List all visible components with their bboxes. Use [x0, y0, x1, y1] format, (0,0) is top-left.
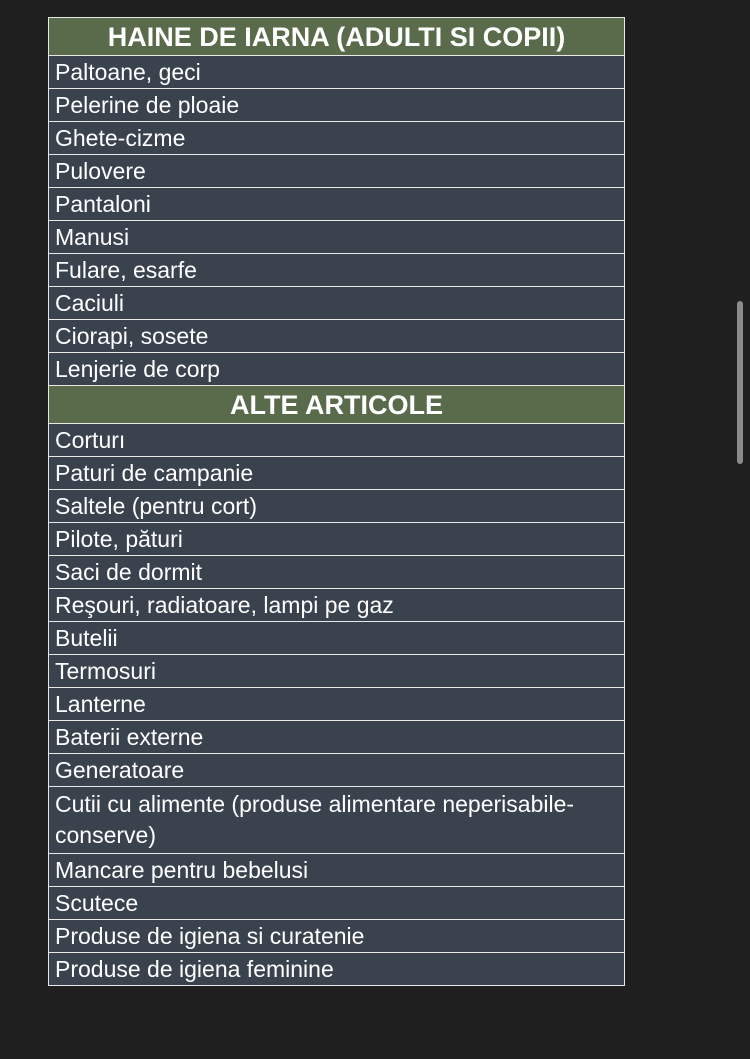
list-item: Paturi de campanie — [49, 457, 625, 490]
list-item: Produse de igiena si curatenie — [49, 920, 625, 953]
table-row — [49, 953, 625, 986]
table-row — [49, 787, 625, 854]
vertical-scrollbar[interactable] — [737, 301, 743, 464]
table-row — [49, 254, 625, 287]
list-item: Ghete-cizme — [49, 122, 625, 155]
donation-items-table — [48, 17, 625, 986]
table-row — [49, 688, 625, 721]
table-row — [49, 353, 625, 386]
table-row — [49, 320, 625, 353]
table-row — [49, 754, 625, 787]
table-row — [49, 556, 625, 589]
list-item: Cutii cu alimente (produse alimentare neperisabile-conserve) — [49, 787, 625, 854]
list-item: Pilote, pături — [49, 523, 625, 556]
list-item: Manusi — [49, 221, 625, 254]
list-item: Pantaloni — [49, 188, 625, 221]
table-row — [49, 887, 625, 920]
list-item: Paltoane, geci — [49, 56, 625, 89]
table-row — [49, 56, 625, 89]
list-item: Lanterne — [49, 688, 625, 721]
list-item: Pelerine de ploaie — [49, 89, 625, 122]
list-item: Generatoare — [49, 754, 625, 787]
list-item: Fulare, esarfe — [49, 254, 625, 287]
list-item: Lenjerie de corp — [49, 353, 625, 386]
section-header-row — [49, 18, 625, 56]
section-title: ALTE ARTICOLE — [49, 386, 625, 424]
table-row — [49, 221, 625, 254]
section-title: HAINE DE IARNA (ADULTI SI COPII) — [49, 18, 625, 56]
table-row — [49, 622, 625, 655]
table-row — [49, 523, 625, 556]
table-row — [49, 287, 625, 320]
table-row — [49, 188, 625, 221]
list-item: Mancare pentru bebelusi — [49, 854, 625, 887]
list-item: Reşouri, radiatoare, lampi pe gaz — [49, 589, 625, 622]
section-header-row — [49, 386, 625, 424]
table-row — [49, 122, 625, 155]
list-item: Ciorapi, sosete — [49, 320, 625, 353]
table-row — [49, 490, 625, 523]
table-row — [49, 721, 625, 754]
list-item: Baterii externe — [49, 721, 625, 754]
table-row — [49, 424, 625, 457]
list-item: Produse de igiena feminine — [49, 953, 625, 986]
list-item: Scutece — [49, 887, 625, 920]
table-row — [49, 155, 625, 188]
list-item: Termosuri — [49, 655, 625, 688]
list-item: Butelii — [49, 622, 625, 655]
table-row — [49, 457, 625, 490]
table-row — [49, 89, 625, 122]
list-item: Saci de dormit — [49, 556, 625, 589]
table-row — [49, 589, 625, 622]
list-item: Corturı — [49, 424, 625, 457]
table-row — [49, 655, 625, 688]
list-item: Caciuli — [49, 287, 625, 320]
table-row — [49, 854, 625, 887]
list-item: Pulovere — [49, 155, 625, 188]
table-row — [49, 920, 625, 953]
list-item: Saltele (pentru cort) — [49, 490, 625, 523]
